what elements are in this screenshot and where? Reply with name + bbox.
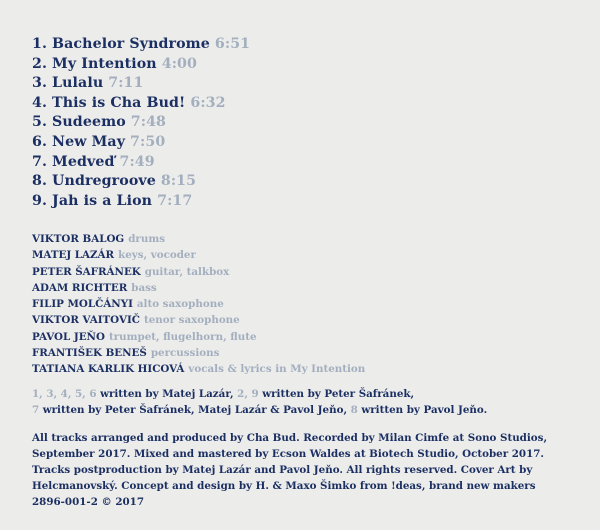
track-item xyxy=(32,74,250,94)
credit-text: written by Matej Lazár, xyxy=(96,388,238,400)
musician-role: vocals & lyrics in My Intention xyxy=(188,363,366,376)
track-duration: 7:50 xyxy=(130,133,166,150)
track-title: 9. Jah is a Lion xyxy=(32,192,153,209)
track-item xyxy=(32,113,250,133)
track-title: 8. Undregroove xyxy=(32,173,156,190)
track-duration: 7:48 xyxy=(130,114,167,131)
credit-text: written by Peter Šafránek, xyxy=(258,388,415,400)
notes-line: Helcmanovský. Concept and design by H. & Maxo Šimko from !deas, brand new makers xyxy=(32,479,536,492)
musician-item xyxy=(32,264,365,280)
musician-item xyxy=(32,312,365,328)
notes-line: Tracks postproduction by Matej Lazár and Pavol Jeňo. All rights reserved. Cover Art by xyxy=(32,463,533,476)
musician-name: VIKTOR VAITOVIČ xyxy=(32,314,140,327)
track-numbers: 7 xyxy=(32,403,40,416)
track-title: 1. Bachelor Syndrome xyxy=(32,36,210,52)
credits-line xyxy=(32,387,572,403)
track-title: 3. Lulalu xyxy=(32,75,104,92)
musician-role: alto saxophone xyxy=(136,298,224,311)
track-numbers: 8 xyxy=(350,403,358,416)
musician-role: tenor saxophone xyxy=(143,314,240,327)
musician-name: TATIANA KARLIK HICOVÁ xyxy=(32,363,185,376)
track-duration: 6:32 xyxy=(190,94,226,111)
track-title: 2. My Intention xyxy=(32,55,157,72)
credit-text: written by Pavol Jeňo. xyxy=(357,403,488,416)
musician-item xyxy=(32,361,365,377)
track-title: 7. Medveď xyxy=(32,153,115,170)
musician-role: percussions xyxy=(150,347,220,360)
musician-item xyxy=(32,329,365,345)
musician-name: VIKTOR BALOG xyxy=(32,233,125,245)
songwriting-credits xyxy=(32,387,572,419)
musician-name: PETER ŠAFRÁNEK xyxy=(32,265,141,278)
credits-line xyxy=(32,403,572,419)
track-item xyxy=(32,94,250,114)
track-duration: 7:49 xyxy=(119,153,155,170)
musician-item xyxy=(32,247,365,263)
musician-item xyxy=(32,280,365,296)
track-title: 4. This is Cha Bud! xyxy=(32,94,186,111)
musician-name: MATEJ LAZÁR xyxy=(32,249,115,262)
musician-name: FRANTIŠEK BENEŠ xyxy=(32,347,147,360)
track-numbers: 2, 9 xyxy=(237,388,259,400)
notes-line: All tracks arranged and produced by Cha Bud. Recorded by Milan Cimfe at Sono Studios, xyxy=(32,432,548,444)
musician-list xyxy=(32,231,365,378)
track-numbers: 1, 3, 4, 5, 6 xyxy=(32,388,97,400)
musician-role: bass xyxy=(131,281,157,294)
tracklist xyxy=(32,35,250,211)
musician-role: drums xyxy=(128,233,166,245)
musician-role: guitar, talkbox xyxy=(144,265,230,278)
track-item xyxy=(32,55,250,75)
notes-line: September 2017. Mixed and mastered by Ecson Waldes at Biotech Studio, October 2017. xyxy=(32,447,544,460)
track-title: 6. New May xyxy=(32,133,126,150)
musician-name: FILIP MOLČÁNYI xyxy=(32,298,133,311)
musician-name: ADAM RICHTER xyxy=(32,281,128,294)
track-duration: 7:17 xyxy=(157,192,193,209)
track-duration: 7:11 xyxy=(108,75,144,92)
track-duration: 4:00 xyxy=(161,55,197,72)
track-title: 5. Sudeemo xyxy=(32,114,126,131)
catalog-number: 2896-001-2 © 2017 xyxy=(32,495,144,508)
track-item xyxy=(32,133,250,153)
track-item xyxy=(32,192,250,212)
musician-name: PAVOL JEŇO xyxy=(32,330,105,343)
musician-item xyxy=(32,231,365,247)
production-notes xyxy=(32,431,572,511)
track-duration: 6:51 xyxy=(214,36,251,52)
musician-role: trumpet, flugelhorn, flute xyxy=(108,330,257,343)
musician-item xyxy=(32,296,365,312)
track-duration: 8:15 xyxy=(160,173,197,190)
musician-role: keys, vocoder xyxy=(118,249,196,262)
credit-text: written by Peter Šafránek, Matej Lazár & Pavol Jeňo, xyxy=(39,403,351,416)
track-item xyxy=(32,172,250,192)
musician-item xyxy=(32,345,365,361)
track-item xyxy=(32,35,250,55)
track-item xyxy=(32,153,250,173)
